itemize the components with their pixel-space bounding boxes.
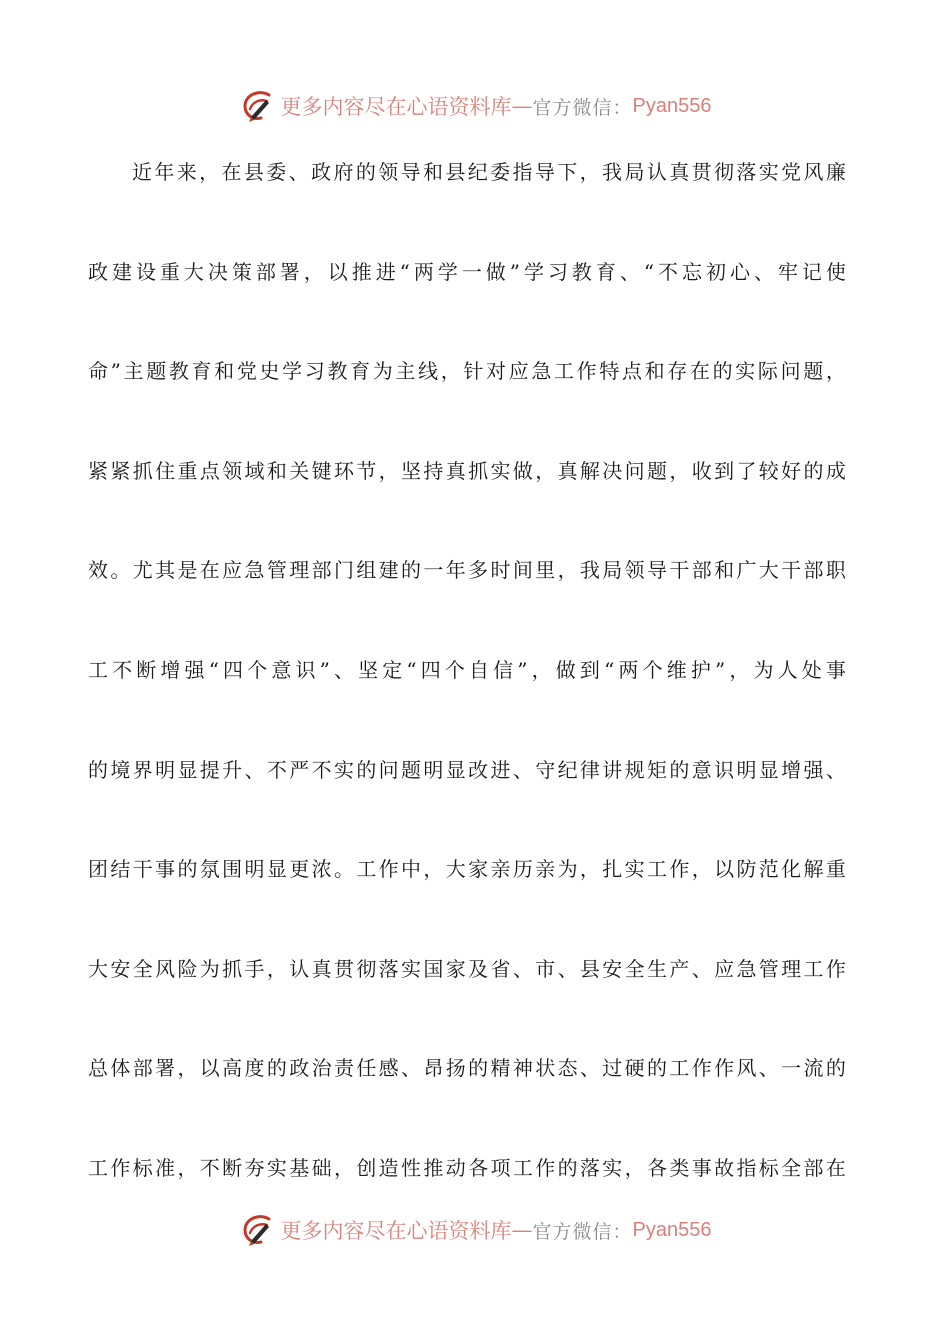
banner-brand-text: 更多内容尽在心语资料库 — [280, 95, 512, 119]
paragraph-line: 的境界明显提升、不严不实的问题明显改进、守纪律讲规矩的意识明显增强、 — [88, 757, 848, 782]
footer-banner — [0, 1208, 950, 1252]
document-paragraph — [88, 150, 848, 1246]
paragraph-line: 团结干事的氛围明显更浓。工作中，大家亲历亲为，扎实工作，以防范化解重 — [88, 857, 848, 882]
paragraph-line: 紧紧抓住重点领域和关键环节，坚持真抓实做，真解决问题，收到了较好的成 — [88, 458, 848, 483]
banner-separator: — — [511, 94, 533, 118]
banner-account: Pyan556 — [632, 1218, 712, 1241]
paragraph-line: 大安全风险为抓手，认真贯彻落实国家及省、市、县安全生产、应急管理工作 — [88, 956, 848, 981]
paragraph-line: 近年来，在县委、政府的领导和县纪委指导下，我局认真贯彻落实党风廉 — [132, 160, 848, 184]
paragraph-line: 工不断增强“四个意识”、坚定“四个自信”，做到“两个维护”，为人处事 — [88, 657, 848, 682]
paragraph-line: 效。尤其是在应急管理部门组建的一年多时间里，我局领导干部和广大干部职 — [88, 558, 848, 583]
pen-swirl-logo-icon — [239, 1211, 277, 1249]
paragraph-line: 总体部署，以高度的政治责任感、昂扬的精神状态、过硬的工作作风、一流的 — [88, 1056, 848, 1081]
banner-wechat-label: 官方微信： — [532, 96, 633, 119]
paragraph-line: 政建设重大决策部署，以推进“两学一做”学习教育、“不忘初心、牢记使 — [88, 259, 848, 284]
paragraph-line: 命”主题教育和党史学习教育为主线，针对应急工作特点和存在的实际问题， — [88, 359, 848, 384]
pen-swirl-logo-icon — [239, 87, 277, 125]
banner-separator: — — [511, 1218, 533, 1242]
banner-brand-text: 更多内容尽在心语资料库 — [280, 1219, 512, 1243]
header-banner — [0, 84, 950, 128]
banner-wechat-label: 官方微信： — [532, 1220, 633, 1243]
paragraph-line: 工作标准，不断夯实基础，创造性推动各项工作的落实，各类事故指标全部在 — [88, 1155, 848, 1180]
banner-account: Pyan556 — [632, 94, 712, 117]
